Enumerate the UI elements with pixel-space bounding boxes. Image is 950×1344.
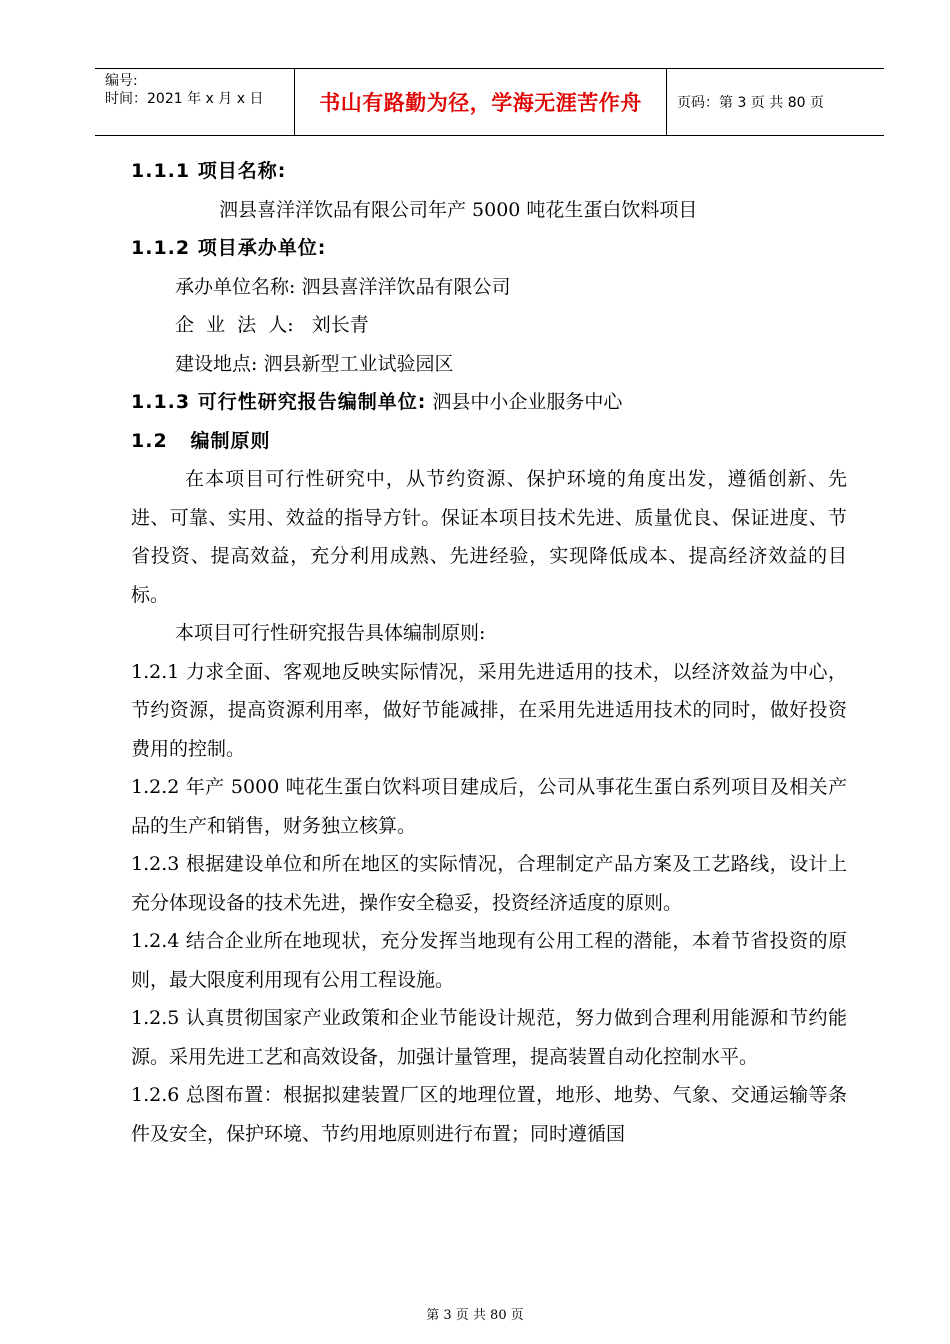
construction-site: 建设地点: 泗县新型工业试验园区 — [175, 352, 454, 375]
principles-lead: 本项目可行性研究报告具体编制原则: — [175, 622, 486, 644]
page-header — [95, 68, 884, 136]
principle-1-2-5: 1.2.5 认真贯彻国家产业政策和企业节能设计规范，努力做到合理利用能源和节约能源。采用先进工艺和高效设备，加强计量管理，提高装置自动化控制水平。 — [131, 1007, 847, 1068]
section-1-2-title: 1.2 编制原则 — [131, 429, 271, 452]
header-meta — [95, 69, 295, 135]
principle-1-2-6: 1.2.6 总图布置：根据拟建装置厂区的地理位置，地形、地势、气象、交通运输等条件及安全，保护环境、节约用地原则进行布置；同时遵循国 — [131, 1084, 847, 1145]
compiling-unit: 泗县中小企业服务中心 — [426, 391, 623, 413]
legal-person: 企 业 法 人: 刘长青 — [175, 314, 369, 336]
doc-number-label: 编号: — [105, 73, 138, 89]
principle-1-2-4: 1.2.4 结合企业所在地现状，充分发挥当地现有公用工程的潜能，本着节省投资的原则，最大限度利用现有公用工程设施。 — [131, 930, 847, 991]
section-1-1-1-title: 1.1.1 项目名称: — [131, 160, 287, 182]
section-1-1-3 — [131, 383, 847, 422]
undertaking-unit: 承办单位名称: 泗县喜洋洋饮品有限公司 — [175, 275, 511, 298]
header-page-info: 页码：第 3 页 共 80 页 — [677, 95, 824, 111]
document-body — [131, 152, 847, 1153]
header-motto: 书山有路勤为径，学海无涯苦作舟 — [295, 69, 667, 135]
page-footer: 第 3 页 共 80 页 — [426, 1308, 524, 1323]
section-1-1-2-title: 1.1.2 项目承办单位: — [131, 237, 327, 259]
section-1-1-3-title: 1.1.3 可行性研究报告编制单位: — [131, 391, 427, 413]
doc-time-label: 时间：2021 年 x 月 x 日 — [105, 91, 264, 107]
project-name: 泗县喜洋洋饮品有限公司年产 5000 吨花生蛋白饮料项目 — [219, 198, 698, 221]
principle-1-2-3: 1.2.3 根据建设单位和所在地区的实际情况，合理制定产品方案及工艺路线，设计上充分体现设备的技术先进，操作安全稳妥，投资经济适度的原则。 — [131, 853, 847, 914]
principle-1-2-1: 1.2.1 力求全面、客观地反映实际情况，采用先进适用的技术，以经济效益为中心，节约资源，提高资源利用率，做好节能减排，在采用先进适用技术的同时，做好投资费用的控制。 — [131, 660, 847, 760]
principles-intro: 在本项目可行性研究中，从节约资源、保护环境的角度出发，遵循创新、先进、可靠、实用、效益的指导方针。保证本项目技术先进、质量优良、保证进度、节省投资、提高效益，充分利用成熟、先进经验，实现降低成本、提高经济效益的目标。 — [131, 468, 847, 606]
principle-1-2-2: 1.2.2 年产 5000 吨花生蛋白饮料项目建成后，公司从事花生蛋白系列项目及相关产品的生产和销售，财务独立核算。 — [131, 776, 847, 837]
